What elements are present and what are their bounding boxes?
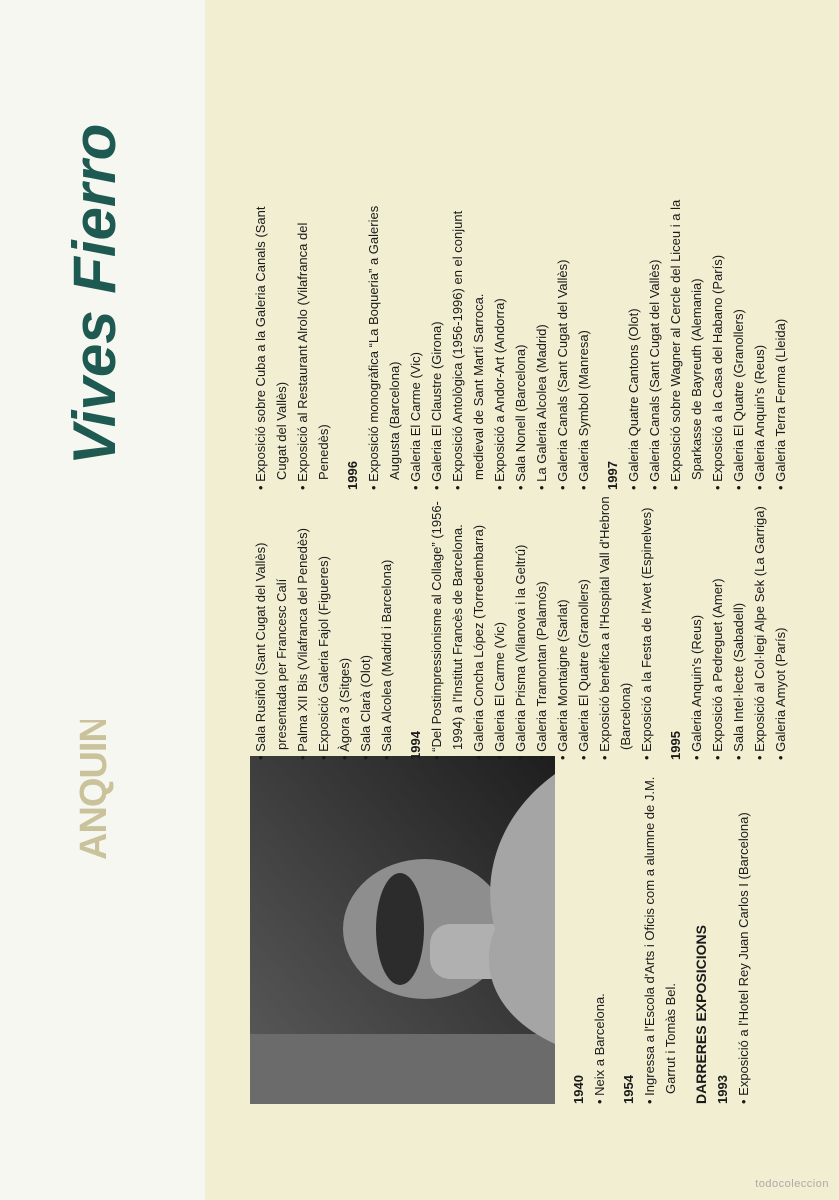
list-item: • Exposició a Andor-Art (Andorra) <box>489 190 510 490</box>
column-exhibitions-2 <box>250 190 791 490</box>
list-item: • Neix a Barcelona. <box>589 754 610 1104</box>
section-heading: DARRERES EXPOSICIONS <box>693 925 709 1104</box>
list-item: • Galeria Canals (Sant Cugat del Vallès) <box>552 190 573 490</box>
year-1993: 1993 <box>715 1075 730 1104</box>
list-item: • Galeria Quatre Cantons (Olot) <box>623 190 644 490</box>
list-item: • Sala Intel·lecte (Sabadell) <box>728 475 749 760</box>
year-1994: 1994 <box>408 731 423 760</box>
list-item: • Galeria Terra Ferma (Lleida) <box>770 190 791 490</box>
year-1995: 1995 <box>668 731 683 760</box>
list-item: • Galeria Symbol (Manresa) <box>573 190 594 490</box>
list-item: • Sala Clarà (Olot) <box>355 475 376 760</box>
list-item: • Exposició a la Festa de l'Avet (Espinelves) <box>636 475 657 760</box>
list-item: • Galeria Prisma (Vilanova i la Geltrú) <box>510 475 531 760</box>
list-item: • Exposició a l'Hotel Rey Juan Carlos I (Barcelona) <box>733 754 754 1104</box>
svg-text:ANQUIN'S: ANQUIN'S <box>73 720 115 860</box>
list-item: • Galeria Tramontan (Palamós) <box>531 475 552 760</box>
year-1996: 1996 <box>345 461 360 490</box>
list-item: • Galeria Anquin's (Reus) <box>686 475 707 760</box>
list-item: • Exposició Galeria Fajol (Figueres) <box>313 475 334 760</box>
list-item: • Galeria El Carme (Vic) <box>489 475 510 760</box>
year-1954: 1954 <box>621 1075 636 1104</box>
year-1940: 1940 <box>571 1075 586 1104</box>
list-item: • Sala Rusiñol (Sant Cugat del Vallès) presentada per Francesc Calí <box>250 475 292 760</box>
list-item: • Galeria Montaigne (Sarlat) <box>552 475 573 760</box>
list-item: • Galeria El Quatre (Granollers) <box>728 190 749 490</box>
list-item: • Exposició al Col·legi Alpe Sek (La Garriga) <box>749 475 770 760</box>
list-item: • Galeria El Carme (Vic) <box>405 190 426 490</box>
list-item: • “Del Postimpressionisme al Collage” (1956-1994) a l'Institut Francès de Barcelona. <box>426 475 468 760</box>
list-item: • Exposició a la Casa del Habano (París) <box>707 190 728 490</box>
page-title: Vives Fierro <box>61 123 128 465</box>
list-item: • Sala Nonell (Barcelona) <box>510 190 531 490</box>
column-exhibitions-1 <box>250 475 791 760</box>
list-item: • Exposició Antològica (1956-1996) en el conjunt medieval de Sant Martí Sarroca. <box>447 190 489 490</box>
list-item: • Galeria Amyot (París) <box>770 475 791 760</box>
list-item: • Exposició monogràfica “La Boqueria” a Galeries Augusta (Barcelona) <box>363 190 405 490</box>
list-item: • Ingressa a l'Escola d'Arts i Oficis com a alumne de J.M. Garrut i Tomàs Bel. <box>639 754 681 1104</box>
list-item: • Galeria Concha López (Torredembarra) <box>468 475 489 760</box>
list-item: • Galeria El Claustre (Girona) <box>426 190 447 490</box>
list-item: • Exposició sobre Cuba a la Galeria Canals (Sant Cugat del Vallès) <box>250 190 292 490</box>
list-item: • Sala Alcolea (Madrid i Barcelona) <box>376 475 397 760</box>
list-item: • Exposició a Pedreguet (Amer) <box>707 475 728 760</box>
list-item: • Galeria Anquin's (Reus) <box>749 190 770 490</box>
year-1997: 1997 <box>605 461 620 490</box>
list-item: • Exposició benèfica a l'Hospital Vall d'Hebron (Barcelona) <box>594 475 636 760</box>
list-item: • Galeria Canals (Sant Cugat del Vallès) <box>644 190 665 490</box>
column-biography <box>560 754 754 1104</box>
list-item: • Palma XII Bis (Vilafranca del Penedès) <box>292 475 313 760</box>
list-item: • La Galeria Alcolea (Madrid) <box>531 190 552 490</box>
list-item: • Àgora 3 (Sitges) <box>334 475 355 760</box>
artist-photo <box>250 756 555 1104</box>
list-item: • Galeria El Quatre (Granollers) <box>573 475 594 760</box>
watermark: todocoleccion <box>755 1178 829 1190</box>
list-item: • Exposició sobre Wagner al Cercle del Liceu i a la Sparkasse de Bayreuth (Alemania) <box>665 190 707 490</box>
list-item: • Exposició al Restaurant Alrolo (Vilafranca del Penedès) <box>292 190 334 490</box>
